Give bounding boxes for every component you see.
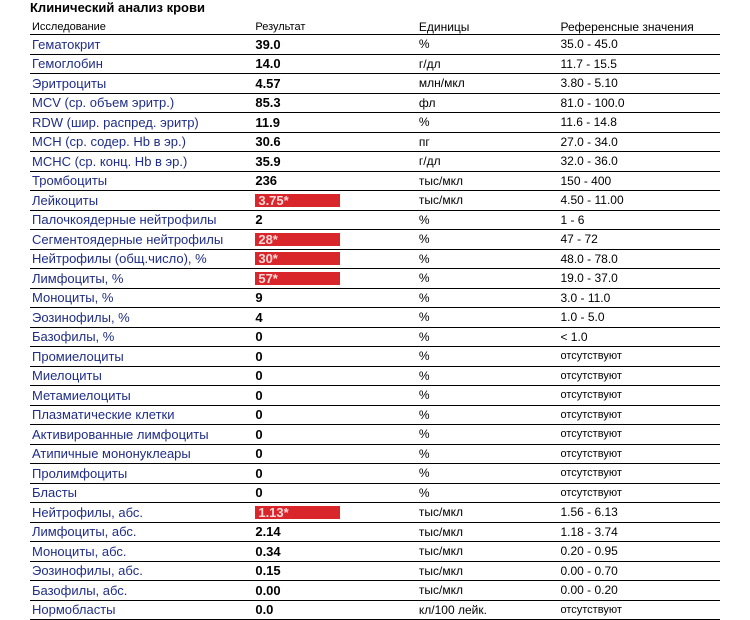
test-result-cell xyxy=(255,583,419,598)
test-reference: отсутствуют xyxy=(560,428,720,440)
test-result: 0.15 xyxy=(255,563,280,578)
test-result: 4 xyxy=(255,310,262,325)
test-result-cell xyxy=(255,329,419,344)
table-row xyxy=(30,308,720,328)
test-result-cell xyxy=(255,134,419,149)
test-reference: 150 - 400 xyxy=(560,174,720,188)
test-name: Атипичные мононуклеары xyxy=(30,446,255,461)
table-row xyxy=(30,445,720,465)
test-result-cell xyxy=(255,485,419,500)
test-result: 0 xyxy=(255,407,262,422)
test-result: 0.00 xyxy=(255,583,280,598)
test-name: Моноциты, абс. xyxy=(30,544,255,559)
test-name: MCH (ср. содер. Hb в эр.) xyxy=(30,134,255,149)
abnormal-result-badge: 57* xyxy=(255,272,340,285)
test-reference: 1 - 6 xyxy=(560,213,720,227)
test-name: Нейтрофилы (общ.число), % xyxy=(30,251,255,266)
test-result: 2.14 xyxy=(255,524,280,539)
test-reference: отсутствуют xyxy=(560,409,720,421)
test-units: % xyxy=(419,37,561,51)
table-row xyxy=(30,601,720,620)
test-result: 0 xyxy=(255,329,262,344)
test-result: 30.6 xyxy=(255,134,280,149)
table-row xyxy=(30,113,720,133)
test-result: 14.0 xyxy=(255,56,280,71)
test-units: тыс/мкл xyxy=(419,505,561,519)
test-result: 0 xyxy=(255,485,262,500)
test-result-cell xyxy=(255,563,419,578)
test-result: 236 xyxy=(255,173,277,188)
test-result-cell xyxy=(255,505,419,520)
test-reference: 0.20 - 0.95 xyxy=(560,544,720,558)
test-reference: < 1.0 xyxy=(560,330,720,344)
test-units: % xyxy=(419,252,561,266)
test-result: 0 xyxy=(255,427,262,442)
test-reference: 11.6 - 14.8 xyxy=(560,115,720,129)
test-result-cell xyxy=(255,76,419,91)
header-reference: Референсные значения xyxy=(560,20,720,34)
test-name: MCHC (ср. конц. Hb в эр.) xyxy=(30,154,255,169)
test-result-cell xyxy=(255,466,419,481)
table-body xyxy=(30,35,720,620)
test-reference: 3.0 - 11.0 xyxy=(560,291,720,305)
test-units: тыс/мкл xyxy=(419,525,561,539)
test-result-cell xyxy=(255,544,419,559)
test-units: % xyxy=(419,349,561,363)
test-name: Лимфоциты, % xyxy=(30,271,255,286)
table-row xyxy=(30,503,720,523)
table-row xyxy=(30,191,720,211)
test-result-cell xyxy=(255,154,419,169)
abnormal-result-badge: 30* xyxy=(255,252,340,265)
test-result: 11.9 xyxy=(255,115,280,130)
test-name: Сегментоядерные нейтрофилы xyxy=(30,232,255,247)
page-title: Клинический анализ крови xyxy=(30,0,205,16)
test-units: % xyxy=(419,369,561,383)
test-name: Эритроциты xyxy=(30,76,255,91)
test-result-cell xyxy=(255,95,419,110)
test-units: % xyxy=(419,271,561,285)
test-units: % xyxy=(419,408,561,422)
table-row xyxy=(30,406,720,426)
test-reference: 47 - 72 xyxy=(560,232,720,246)
table-row xyxy=(30,211,720,231)
test-result: 39.0 xyxy=(255,37,280,52)
test-reference: 27.0 - 34.0 xyxy=(560,135,720,149)
test-reference: отсутствуют xyxy=(560,448,720,460)
test-result: 0.34 xyxy=(255,544,280,559)
test-reference: отсутствуют xyxy=(560,389,720,401)
test-result: 0 xyxy=(255,388,262,403)
test-units: % xyxy=(419,291,561,305)
table-row xyxy=(30,133,720,153)
test-reference: 19.0 - 37.0 xyxy=(560,271,720,285)
table-row xyxy=(30,562,720,582)
test-units: г/дл xyxy=(419,57,561,71)
table-row xyxy=(30,230,720,250)
test-reference: 35.0 - 45.0 xyxy=(560,37,720,51)
test-result: 0 xyxy=(255,349,262,364)
test-name: Миелоциты xyxy=(30,368,255,383)
table-row xyxy=(30,172,720,192)
table-row xyxy=(30,152,720,172)
test-name: Промиелоциты xyxy=(30,349,255,364)
test-name: Палочкоядерные нейтрофилы xyxy=(30,212,255,227)
test-result-cell xyxy=(255,232,419,247)
test-units: % xyxy=(419,447,561,461)
table-row xyxy=(30,347,720,367)
test-units: % xyxy=(419,232,561,246)
test-result: 0 xyxy=(255,466,262,481)
test-result-cell xyxy=(255,271,419,286)
test-name: Нейтрофилы, абс. xyxy=(30,505,255,520)
test-name: Эозинофилы, абс. xyxy=(30,563,255,578)
test-reference: 32.0 - 36.0 xyxy=(560,154,720,168)
test-name: Лимфоциты, абс. xyxy=(30,524,255,539)
test-result-cell xyxy=(255,173,419,188)
test-name: Базофилы, % xyxy=(30,329,255,344)
test-reference: 48.0 - 78.0 xyxy=(560,252,720,266)
test-units: фл xyxy=(419,96,561,110)
table-row xyxy=(30,74,720,94)
test-result-cell xyxy=(255,446,419,461)
test-reference: 11.7 - 15.5 xyxy=(560,57,720,71)
table-row xyxy=(30,328,720,348)
test-result-cell xyxy=(255,56,419,71)
test-units: % xyxy=(419,466,561,480)
test-reference: 81.0 - 100.0 xyxy=(560,96,720,110)
test-name: Пролимфоциты xyxy=(30,466,255,481)
table-row xyxy=(30,425,720,445)
test-result-cell xyxy=(255,290,419,305)
test-name: Активированные лимфоциты xyxy=(30,427,255,442)
table-header xyxy=(30,20,720,35)
table-row xyxy=(30,367,720,387)
test-units: % xyxy=(419,486,561,500)
test-reference: 0.00 - 0.20 xyxy=(560,583,720,597)
table-row xyxy=(30,250,720,270)
test-name: MCV (ср. объем эритр.) xyxy=(30,95,255,110)
table-row xyxy=(30,94,720,114)
test-name: RDW (шир. распред. эритр) xyxy=(30,115,255,130)
test-result-cell xyxy=(255,388,419,403)
test-name: Лейкоциты xyxy=(30,193,255,208)
test-result-cell xyxy=(255,115,419,130)
test-result: 9 xyxy=(255,290,262,305)
test-result-cell xyxy=(255,407,419,422)
table-row xyxy=(30,386,720,406)
results-table xyxy=(30,20,720,620)
abnormal-result-badge: 1.13* xyxy=(255,506,340,519)
test-reference: 0.00 - 0.70 xyxy=(560,564,720,578)
test-name: Эозинофилы, % xyxy=(30,310,255,325)
table-row xyxy=(30,542,720,562)
test-units: % xyxy=(419,427,561,441)
test-units: % xyxy=(419,213,561,227)
test-result-cell xyxy=(255,251,419,266)
test-units: % xyxy=(419,310,561,324)
test-name: Тромбоциты xyxy=(30,173,255,188)
test-reference: отсутствуют xyxy=(560,350,720,362)
test-name: Метамиелоциты xyxy=(30,388,255,403)
test-units: тыс/мкл xyxy=(419,193,561,207)
header-result: Результат xyxy=(255,20,419,34)
table-row xyxy=(30,289,720,309)
test-result-cell xyxy=(255,602,419,617)
test-reference: отсутствуют xyxy=(560,487,720,499)
table-row xyxy=(30,269,720,289)
test-result: 4.57 xyxy=(255,76,280,91)
test-reference: 1.56 - 6.13 xyxy=(560,505,720,519)
test-units: г/дл xyxy=(419,154,561,168)
test-name: Бласты xyxy=(30,485,255,500)
abnormal-result-badge: 3.75* xyxy=(255,194,340,207)
test-name: Базофилы, абс. xyxy=(30,583,255,598)
table-row xyxy=(30,523,720,543)
table-row xyxy=(30,464,720,484)
test-result: 2 xyxy=(255,212,262,227)
abnormal-result-badge: 28* xyxy=(255,233,340,246)
test-result-cell xyxy=(255,212,419,227)
test-reference: 3.80 - 5.10 xyxy=(560,76,720,90)
test-name: Гематокрит xyxy=(30,37,255,52)
test-result-cell xyxy=(255,524,419,539)
test-name: Гемоглобин xyxy=(30,56,255,71)
test-units: тыс/мкл xyxy=(419,564,561,578)
test-units: млн/мкл xyxy=(419,76,561,90)
test-reference: отсутствуют xyxy=(560,604,720,616)
test-reference: 1.18 - 3.74 xyxy=(560,525,720,539)
test-result: 85.3 xyxy=(255,95,280,110)
table-row xyxy=(30,35,720,55)
test-name: Нормобласты xyxy=(30,602,255,617)
test-units: % xyxy=(419,115,561,129)
test-result-cell xyxy=(255,368,419,383)
test-name: Плазматические клетки xyxy=(30,407,255,422)
test-result-cell xyxy=(255,427,419,442)
test-result: 0.0 xyxy=(255,602,273,617)
test-result-cell xyxy=(255,310,419,325)
test-units: % xyxy=(419,330,561,344)
test-units: тыс/мкл xyxy=(419,583,561,597)
test-result: 0 xyxy=(255,368,262,383)
test-result-cell xyxy=(255,193,419,208)
test-units: тыс/мкл xyxy=(419,174,561,188)
test-result: 0 xyxy=(255,446,262,461)
test-units: кл/100 лейк. xyxy=(419,603,561,617)
test-result-cell xyxy=(255,349,419,364)
header-units: Единицы xyxy=(419,20,561,34)
table-row xyxy=(30,484,720,504)
test-result: 35.9 xyxy=(255,154,280,169)
test-units: тыс/мкл xyxy=(419,544,561,558)
test-reference: 4.50 - 11.00 xyxy=(560,193,720,207)
test-result-cell xyxy=(255,37,419,52)
table-row xyxy=(30,55,720,75)
test-reference: отсутствуют xyxy=(560,467,720,479)
test-reference: отсутствуют xyxy=(560,370,720,382)
test-reference: 1.0 - 5.0 xyxy=(560,310,720,324)
test-units: пг xyxy=(419,135,561,149)
header-test: Исследование xyxy=(30,20,255,34)
test-units: % xyxy=(419,388,561,402)
test-name: Моноциты, % xyxy=(30,290,255,305)
